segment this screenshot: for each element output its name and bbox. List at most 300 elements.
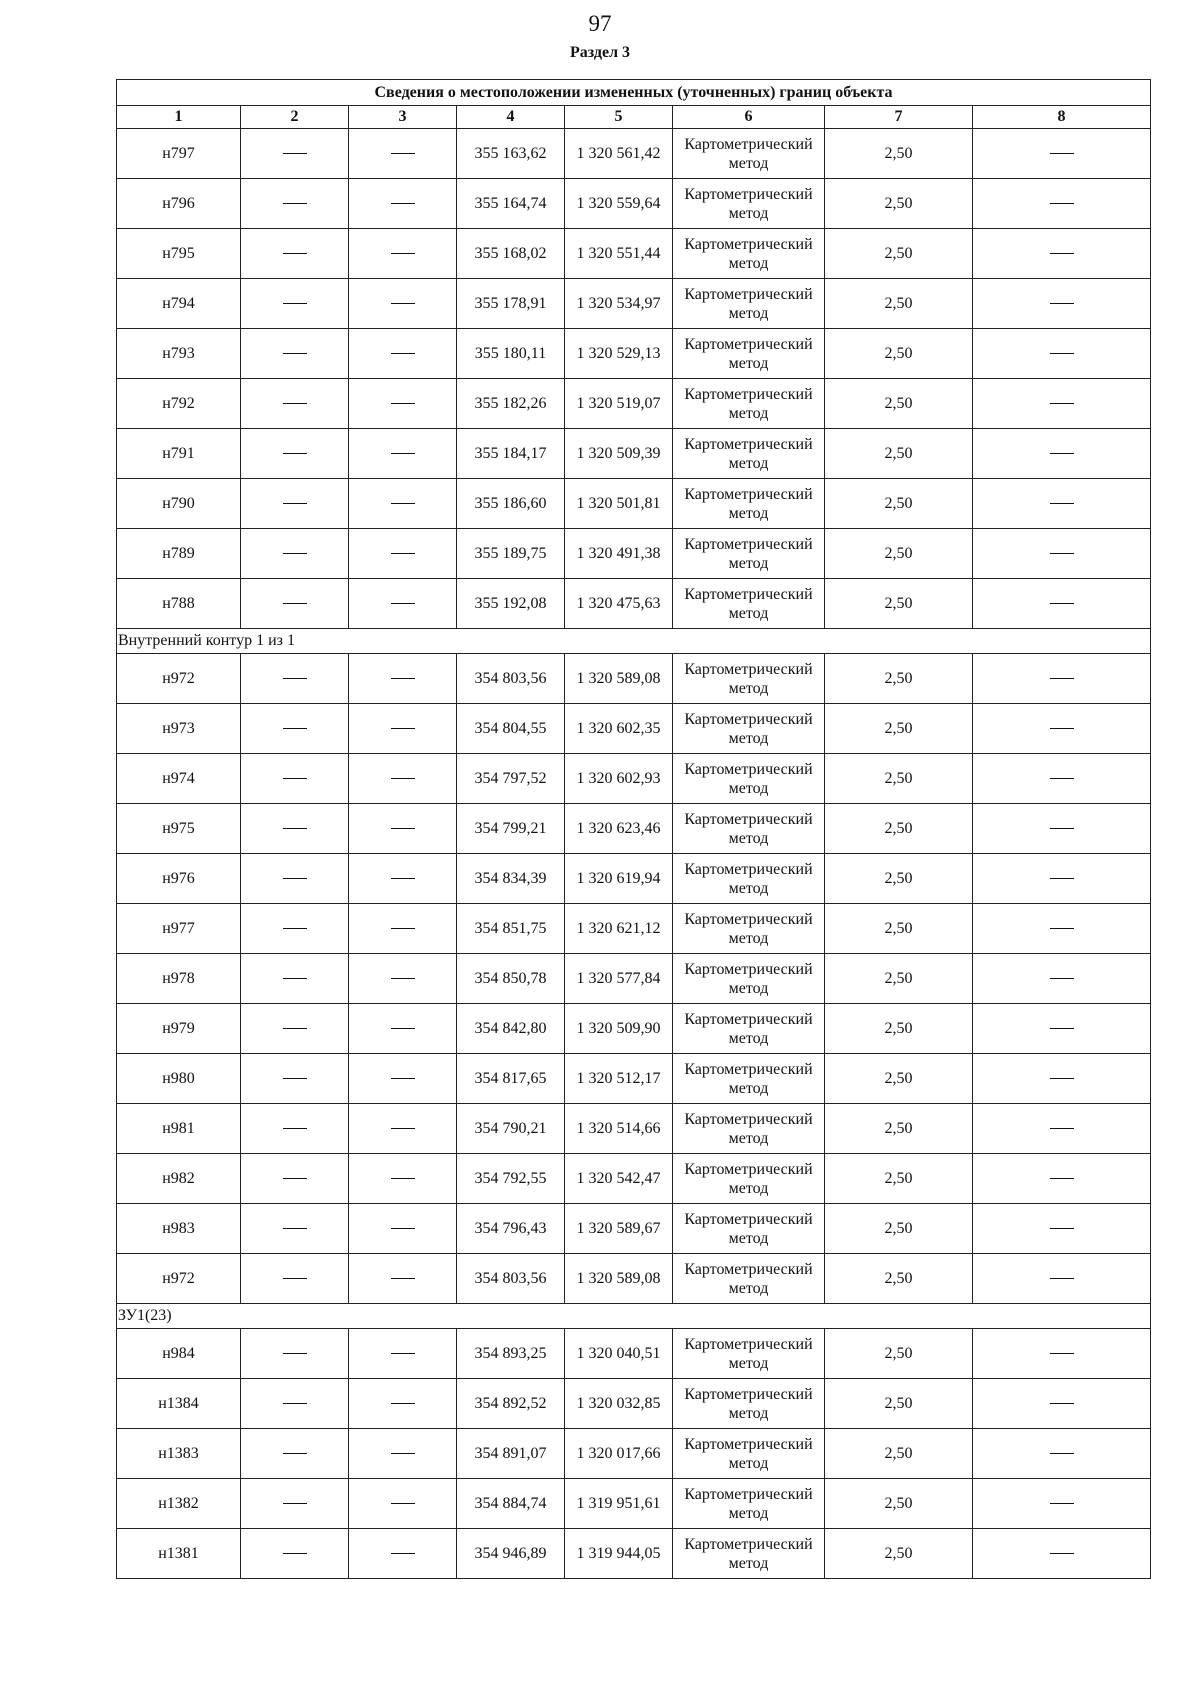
dash-mark bbox=[391, 353, 415, 354]
col3-cell bbox=[349, 754, 457, 804]
col8-cell bbox=[973, 954, 1151, 1004]
dash-mark bbox=[283, 828, 307, 829]
dash-mark bbox=[391, 778, 415, 779]
point-name: н792 bbox=[117, 379, 241, 429]
dash-mark bbox=[391, 253, 415, 254]
method-cell: Картометрический метод bbox=[673, 579, 825, 629]
accuracy-cell: 2,50 bbox=[825, 179, 973, 229]
dash-mark bbox=[1050, 778, 1074, 779]
col8-cell bbox=[973, 379, 1151, 429]
col2-cell bbox=[241, 1329, 349, 1379]
col3-cell bbox=[349, 579, 457, 629]
coordinate-y: 1 320 475,63 bbox=[565, 579, 673, 629]
col3-cell bbox=[349, 1254, 457, 1304]
col8-cell bbox=[973, 654, 1151, 704]
col2-cell bbox=[241, 804, 349, 854]
col8-cell bbox=[973, 429, 1151, 479]
dash-mark bbox=[283, 353, 307, 354]
col8-cell bbox=[973, 329, 1151, 379]
col3-cell bbox=[349, 704, 457, 754]
coordinate-x: 354 891,07 bbox=[457, 1429, 565, 1479]
coordinate-x: 355 182,26 bbox=[457, 379, 565, 429]
dash-mark bbox=[391, 728, 415, 729]
col3-cell bbox=[349, 429, 457, 479]
accuracy-cell: 2,50 bbox=[825, 1379, 973, 1429]
col2-cell bbox=[241, 954, 349, 1004]
col8-cell bbox=[973, 804, 1151, 854]
column-number-1: 1 bbox=[117, 106, 241, 129]
coordinate-x: 355 180,11 bbox=[457, 329, 565, 379]
method-cell: Картометрический метод bbox=[673, 329, 825, 379]
coordinate-x: 354 850,78 bbox=[457, 954, 565, 1004]
coordinate-y: 1 320 589,08 bbox=[565, 1254, 673, 1304]
method-cell: Картометрический метод bbox=[673, 1254, 825, 1304]
col2-cell bbox=[241, 129, 349, 179]
method-cell: Картометрический метод bbox=[673, 429, 825, 479]
method-cell: Картометрический метод bbox=[673, 229, 825, 279]
table-row bbox=[117, 429, 1151, 479]
col8-cell bbox=[973, 129, 1151, 179]
table-row bbox=[117, 279, 1151, 329]
dash-mark bbox=[391, 1128, 415, 1129]
coordinate-y: 1 320 017,66 bbox=[565, 1429, 673, 1479]
col2-cell bbox=[241, 279, 349, 329]
coordinate-y: 1 320 534,97 bbox=[565, 279, 673, 329]
col8-cell bbox=[973, 1104, 1151, 1154]
method-cell: Картометрический метод bbox=[673, 529, 825, 579]
point-name: н974 bbox=[117, 754, 241, 804]
point-name: н791 bbox=[117, 429, 241, 479]
accuracy-cell: 2,50 bbox=[825, 1054, 973, 1104]
coordinate-y: 1 319 951,61 bbox=[565, 1479, 673, 1529]
dash-mark bbox=[283, 453, 307, 454]
accuracy-cell: 2,50 bbox=[825, 1104, 973, 1154]
col8-cell bbox=[973, 479, 1151, 529]
coordinate-y: 1 320 491,38 bbox=[565, 529, 673, 579]
dash-mark bbox=[391, 1078, 415, 1079]
coordinate-y: 1 320 529,13 bbox=[565, 329, 673, 379]
col2-cell bbox=[241, 329, 349, 379]
table-row bbox=[117, 654, 1151, 704]
dash-mark bbox=[1050, 153, 1074, 154]
column-number-8: 8 bbox=[973, 106, 1151, 129]
dash-mark bbox=[1050, 678, 1074, 679]
dash-mark bbox=[391, 978, 415, 979]
dash-mark bbox=[1050, 1403, 1074, 1404]
table-row bbox=[117, 1379, 1151, 1429]
col8-cell bbox=[973, 1329, 1151, 1379]
accuracy-cell: 2,50 bbox=[825, 654, 973, 704]
coordinate-y: 1 320 602,93 bbox=[565, 754, 673, 804]
point-name: н972 bbox=[117, 1254, 241, 1304]
point-name: н795 bbox=[117, 229, 241, 279]
method-cell: Картометрический метод bbox=[673, 1479, 825, 1529]
point-name: н1381 bbox=[117, 1529, 241, 1579]
col3-cell bbox=[349, 129, 457, 179]
col2-cell bbox=[241, 1379, 349, 1429]
column-number-3: 3 bbox=[349, 106, 457, 129]
col8-cell bbox=[973, 1204, 1151, 1254]
coordinate-x: 354 804,55 bbox=[457, 704, 565, 754]
col8-cell bbox=[973, 579, 1151, 629]
coordinate-x: 354 803,56 bbox=[457, 1254, 565, 1304]
method-cell: Картометрический метод bbox=[673, 479, 825, 529]
col3-cell bbox=[349, 854, 457, 904]
point-name: н788 bbox=[117, 579, 241, 629]
dash-mark bbox=[1050, 1353, 1074, 1354]
col3-cell bbox=[349, 1479, 457, 1529]
accuracy-cell: 2,50 bbox=[825, 1004, 973, 1054]
dash-mark bbox=[283, 503, 307, 504]
col2-cell bbox=[241, 754, 349, 804]
col3-cell bbox=[349, 1379, 457, 1429]
coordinate-x: 355 184,17 bbox=[457, 429, 565, 479]
dash-mark bbox=[1050, 1028, 1074, 1029]
dash-mark bbox=[391, 928, 415, 929]
dash-mark bbox=[391, 453, 415, 454]
col3-cell bbox=[349, 1204, 457, 1254]
col2-cell bbox=[241, 179, 349, 229]
dash-mark bbox=[283, 153, 307, 154]
col3-cell bbox=[349, 379, 457, 429]
method-cell: Картометрический метод bbox=[673, 804, 825, 854]
accuracy-cell: 2,50 bbox=[825, 1329, 973, 1379]
point-name: н793 bbox=[117, 329, 241, 379]
col2-cell bbox=[241, 704, 349, 754]
coordinate-y: 1 320 577,84 bbox=[565, 954, 673, 1004]
dash-mark bbox=[391, 828, 415, 829]
col3-cell bbox=[349, 1529, 457, 1579]
col8-cell bbox=[973, 229, 1151, 279]
dash-mark bbox=[1050, 1503, 1074, 1504]
method-cell: Картометрический метод bbox=[673, 954, 825, 1004]
dash-mark bbox=[1050, 878, 1074, 879]
col2-cell bbox=[241, 529, 349, 579]
method-cell: Картометрический метод bbox=[673, 1154, 825, 1204]
dash-mark bbox=[391, 603, 415, 604]
column-number-6: 6 bbox=[673, 106, 825, 129]
accuracy-cell: 2,50 bbox=[825, 1154, 973, 1204]
accuracy-cell: 2,50 bbox=[825, 579, 973, 629]
dash-mark bbox=[283, 1228, 307, 1229]
dash-mark bbox=[283, 1078, 307, 1079]
dash-mark bbox=[283, 1553, 307, 1554]
dash-mark bbox=[1050, 253, 1074, 254]
coordinate-y: 1 320 509,90 bbox=[565, 1004, 673, 1054]
dash-mark bbox=[283, 728, 307, 729]
point-name: н789 bbox=[117, 529, 241, 579]
accuracy-cell: 2,50 bbox=[825, 1529, 973, 1579]
accuracy-cell: 2,50 bbox=[825, 129, 973, 179]
dash-mark bbox=[283, 1403, 307, 1404]
col8-cell bbox=[973, 904, 1151, 954]
col2-cell bbox=[241, 1529, 349, 1579]
table-row bbox=[117, 854, 1151, 904]
dash-mark bbox=[1050, 353, 1074, 354]
coordinate-y: 1 320 509,39 bbox=[565, 429, 673, 479]
method-cell: Картометрический метод bbox=[673, 1104, 825, 1154]
coordinate-y: 1 320 040,51 bbox=[565, 1329, 673, 1379]
col3-cell bbox=[349, 529, 457, 579]
point-name: н972 bbox=[117, 654, 241, 704]
dash-mark bbox=[283, 928, 307, 929]
coordinate-y: 1 320 514,66 bbox=[565, 1104, 673, 1154]
method-cell: Картометрический метод bbox=[673, 1004, 825, 1054]
col2-cell bbox=[241, 654, 349, 704]
table-row bbox=[117, 754, 1151, 804]
dash-mark bbox=[283, 1028, 307, 1029]
point-name: н797 bbox=[117, 129, 241, 179]
section-title: Раздел 3 bbox=[569, 44, 631, 61]
table-row bbox=[117, 179, 1151, 229]
point-name: н982 bbox=[117, 1154, 241, 1204]
col2-cell bbox=[241, 1254, 349, 1304]
col8-cell bbox=[973, 1154, 1151, 1204]
coordinate-x: 355 164,74 bbox=[457, 179, 565, 229]
accuracy-cell: 2,50 bbox=[825, 704, 973, 754]
point-name: н976 bbox=[117, 854, 241, 904]
dash-mark bbox=[391, 1178, 415, 1179]
dash-mark bbox=[1050, 1178, 1074, 1179]
dash-mark bbox=[283, 778, 307, 779]
col3-cell bbox=[349, 1429, 457, 1479]
dash-mark bbox=[1050, 1278, 1074, 1279]
col3-cell bbox=[349, 904, 457, 954]
dash-mark bbox=[1050, 1453, 1074, 1454]
col3-cell bbox=[349, 654, 457, 704]
table-row bbox=[117, 379, 1151, 429]
coordinate-y: 1 320 621,12 bbox=[565, 904, 673, 954]
dash-mark bbox=[391, 403, 415, 404]
method-cell: Картометрический метод bbox=[673, 1054, 825, 1104]
method-cell: Картометрический метод bbox=[673, 379, 825, 429]
table-row bbox=[117, 1204, 1151, 1254]
col2-cell bbox=[241, 1104, 349, 1154]
coordinate-y: 1 319 944,05 bbox=[565, 1529, 673, 1579]
coordinate-x: 354 892,52 bbox=[457, 1379, 565, 1429]
column-number-4: 4 bbox=[457, 106, 565, 129]
col8-cell bbox=[973, 1054, 1151, 1104]
accuracy-cell: 2,50 bbox=[825, 229, 973, 279]
dash-mark bbox=[1050, 1128, 1074, 1129]
dash-mark bbox=[1050, 553, 1074, 554]
dash-mark bbox=[1050, 453, 1074, 454]
coordinate-x: 354 817,65 bbox=[457, 1054, 565, 1104]
col2-cell bbox=[241, 1054, 349, 1104]
dash-mark bbox=[283, 1353, 307, 1354]
accuracy-cell: 2,50 bbox=[825, 529, 973, 579]
coordinate-y: 1 320 501,81 bbox=[565, 479, 673, 529]
col2-cell bbox=[241, 379, 349, 429]
col3-cell bbox=[349, 179, 457, 229]
coordinate-y: 1 320 512,17 bbox=[565, 1054, 673, 1104]
dash-mark bbox=[283, 1453, 307, 1454]
col2-cell bbox=[241, 1479, 349, 1529]
dash-mark bbox=[391, 1453, 415, 1454]
table-caption: Сведения о местоположении измененных (уточненных) границ объекта bbox=[117, 80, 1151, 106]
dash-mark bbox=[283, 678, 307, 679]
point-name: н790 bbox=[117, 479, 241, 529]
col8-cell bbox=[973, 179, 1151, 229]
point-name: н796 bbox=[117, 179, 241, 229]
table-row bbox=[117, 579, 1151, 629]
point-name: н794 bbox=[117, 279, 241, 329]
table-row bbox=[117, 129, 1151, 179]
dash-mark bbox=[1050, 503, 1074, 504]
dash-mark bbox=[391, 1503, 415, 1504]
group-row bbox=[117, 1304, 1151, 1329]
table-row bbox=[117, 804, 1151, 854]
col3-cell bbox=[349, 279, 457, 329]
dash-mark bbox=[391, 1278, 415, 1279]
dash-mark bbox=[391, 1228, 415, 1229]
col2-cell bbox=[241, 1204, 349, 1254]
col3-cell bbox=[349, 804, 457, 854]
coordinate-y: 1 320 589,67 bbox=[565, 1204, 673, 1254]
col8-cell bbox=[973, 1004, 1151, 1054]
col2-cell bbox=[241, 429, 349, 479]
col3-cell bbox=[349, 1154, 457, 1204]
dash-mark bbox=[283, 203, 307, 204]
accuracy-cell: 2,50 bbox=[825, 754, 973, 804]
col2-cell bbox=[241, 579, 349, 629]
coordinate-x: 355 189,75 bbox=[457, 529, 565, 579]
point-name: н1383 bbox=[117, 1429, 241, 1479]
coordinate-x: 355 192,08 bbox=[457, 579, 565, 629]
page-number: 97 bbox=[588, 11, 612, 36]
table-row bbox=[117, 954, 1151, 1004]
point-name: н980 bbox=[117, 1054, 241, 1104]
point-name: н973 bbox=[117, 704, 241, 754]
dash-mark bbox=[1050, 1553, 1074, 1554]
point-name: н983 bbox=[117, 1204, 241, 1254]
table-row bbox=[117, 704, 1151, 754]
dash-mark bbox=[1050, 728, 1074, 729]
accuracy-cell: 2,50 bbox=[825, 904, 973, 954]
dash-mark bbox=[283, 878, 307, 879]
col2-cell bbox=[241, 229, 349, 279]
col2-cell bbox=[241, 854, 349, 904]
col3-cell bbox=[349, 1004, 457, 1054]
accuracy-cell: 2,50 bbox=[825, 1479, 973, 1529]
point-name: н1384 bbox=[117, 1379, 241, 1429]
coordinate-x: 354 884,74 bbox=[457, 1479, 565, 1529]
table-row bbox=[117, 904, 1151, 954]
method-cell: Картометрический метод bbox=[673, 179, 825, 229]
accuracy-cell: 2,50 bbox=[825, 329, 973, 379]
coordinate-x: 354 799,21 bbox=[457, 804, 565, 854]
dash-mark bbox=[1050, 1228, 1074, 1229]
column-number-7: 7 bbox=[825, 106, 973, 129]
coordinate-x: 354 790,21 bbox=[457, 1104, 565, 1154]
table-row bbox=[117, 529, 1151, 579]
dash-mark bbox=[391, 303, 415, 304]
table-row bbox=[117, 229, 1151, 279]
coordinate-x: 355 163,62 bbox=[457, 129, 565, 179]
point-name: н977 bbox=[117, 904, 241, 954]
coordinate-x: 354 946,89 bbox=[457, 1529, 565, 1579]
col3-cell bbox=[349, 1104, 457, 1154]
dash-mark bbox=[1050, 978, 1074, 979]
accuracy-cell: 2,50 bbox=[825, 954, 973, 1004]
coordinate-x: 354 803,56 bbox=[457, 654, 565, 704]
dash-mark bbox=[283, 1178, 307, 1179]
table-row bbox=[117, 1479, 1151, 1529]
group-row bbox=[117, 629, 1151, 654]
accuracy-cell: 2,50 bbox=[825, 429, 973, 479]
dash-mark bbox=[391, 1403, 415, 1404]
coordinate-y: 1 320 602,35 bbox=[565, 704, 673, 754]
coordinate-y: 1 320 623,46 bbox=[565, 804, 673, 854]
coordinate-x: 355 178,91 bbox=[457, 279, 565, 329]
col8-cell bbox=[973, 1429, 1151, 1479]
accuracy-cell: 2,50 bbox=[825, 1204, 973, 1254]
dash-mark bbox=[1050, 928, 1074, 929]
col8-cell bbox=[973, 854, 1151, 904]
dash-mark bbox=[283, 1503, 307, 1504]
method-cell: Картометрический метод bbox=[673, 654, 825, 704]
method-cell: Картометрический метод bbox=[673, 1329, 825, 1379]
dash-mark bbox=[391, 878, 415, 879]
coordinate-x: 355 168,02 bbox=[457, 229, 565, 279]
method-cell: Картометрический метод bbox=[673, 754, 825, 804]
coordinate-y: 1 320 589,08 bbox=[565, 654, 673, 704]
dash-mark bbox=[1050, 203, 1074, 204]
col8-cell bbox=[973, 1529, 1151, 1579]
point-name: н984 bbox=[117, 1329, 241, 1379]
dash-mark bbox=[391, 503, 415, 504]
col2-cell bbox=[241, 904, 349, 954]
coordinate-y: 1 320 619,94 bbox=[565, 854, 673, 904]
point-name: н978 bbox=[117, 954, 241, 1004]
col8-cell bbox=[973, 1379, 1151, 1429]
coordinate-x: 354 842,80 bbox=[457, 1004, 565, 1054]
dash-mark bbox=[283, 1128, 307, 1129]
accuracy-cell: 2,50 bbox=[825, 854, 973, 904]
col2-cell bbox=[241, 1154, 349, 1204]
group-label: ЗУ1(23) bbox=[117, 1304, 1151, 1329]
accuracy-cell: 2,50 bbox=[825, 1254, 973, 1304]
dash-mark bbox=[391, 553, 415, 554]
dash-mark bbox=[283, 253, 307, 254]
table-row bbox=[117, 329, 1151, 379]
coordinate-y: 1 320 542,47 bbox=[565, 1154, 673, 1204]
col8-cell bbox=[973, 529, 1151, 579]
table-row bbox=[117, 1004, 1151, 1054]
accuracy-cell: 2,50 bbox=[825, 379, 973, 429]
accuracy-cell: 2,50 bbox=[825, 279, 973, 329]
dash-mark bbox=[1050, 828, 1074, 829]
coordinate-x: 354 792,55 bbox=[457, 1154, 565, 1204]
method-cell: Картометрический метод bbox=[673, 279, 825, 329]
col8-cell bbox=[973, 1479, 1151, 1529]
table-row bbox=[117, 1054, 1151, 1104]
dash-mark bbox=[1050, 603, 1074, 604]
col3-cell bbox=[349, 329, 457, 379]
dash-mark bbox=[391, 1353, 415, 1354]
point-name: н1382 bbox=[117, 1479, 241, 1529]
method-cell: Картометрический метод bbox=[673, 704, 825, 754]
point-name: н981 bbox=[117, 1104, 241, 1154]
col3-cell bbox=[349, 479, 457, 529]
table-row bbox=[117, 1154, 1151, 1204]
accuracy-cell: 2,50 bbox=[825, 1429, 973, 1479]
table-row bbox=[117, 1254, 1151, 1304]
coordinate-x: 354 796,43 bbox=[457, 1204, 565, 1254]
col8-cell bbox=[973, 704, 1151, 754]
col2-cell bbox=[241, 1004, 349, 1054]
coordinate-y: 1 320 032,85 bbox=[565, 1379, 673, 1429]
